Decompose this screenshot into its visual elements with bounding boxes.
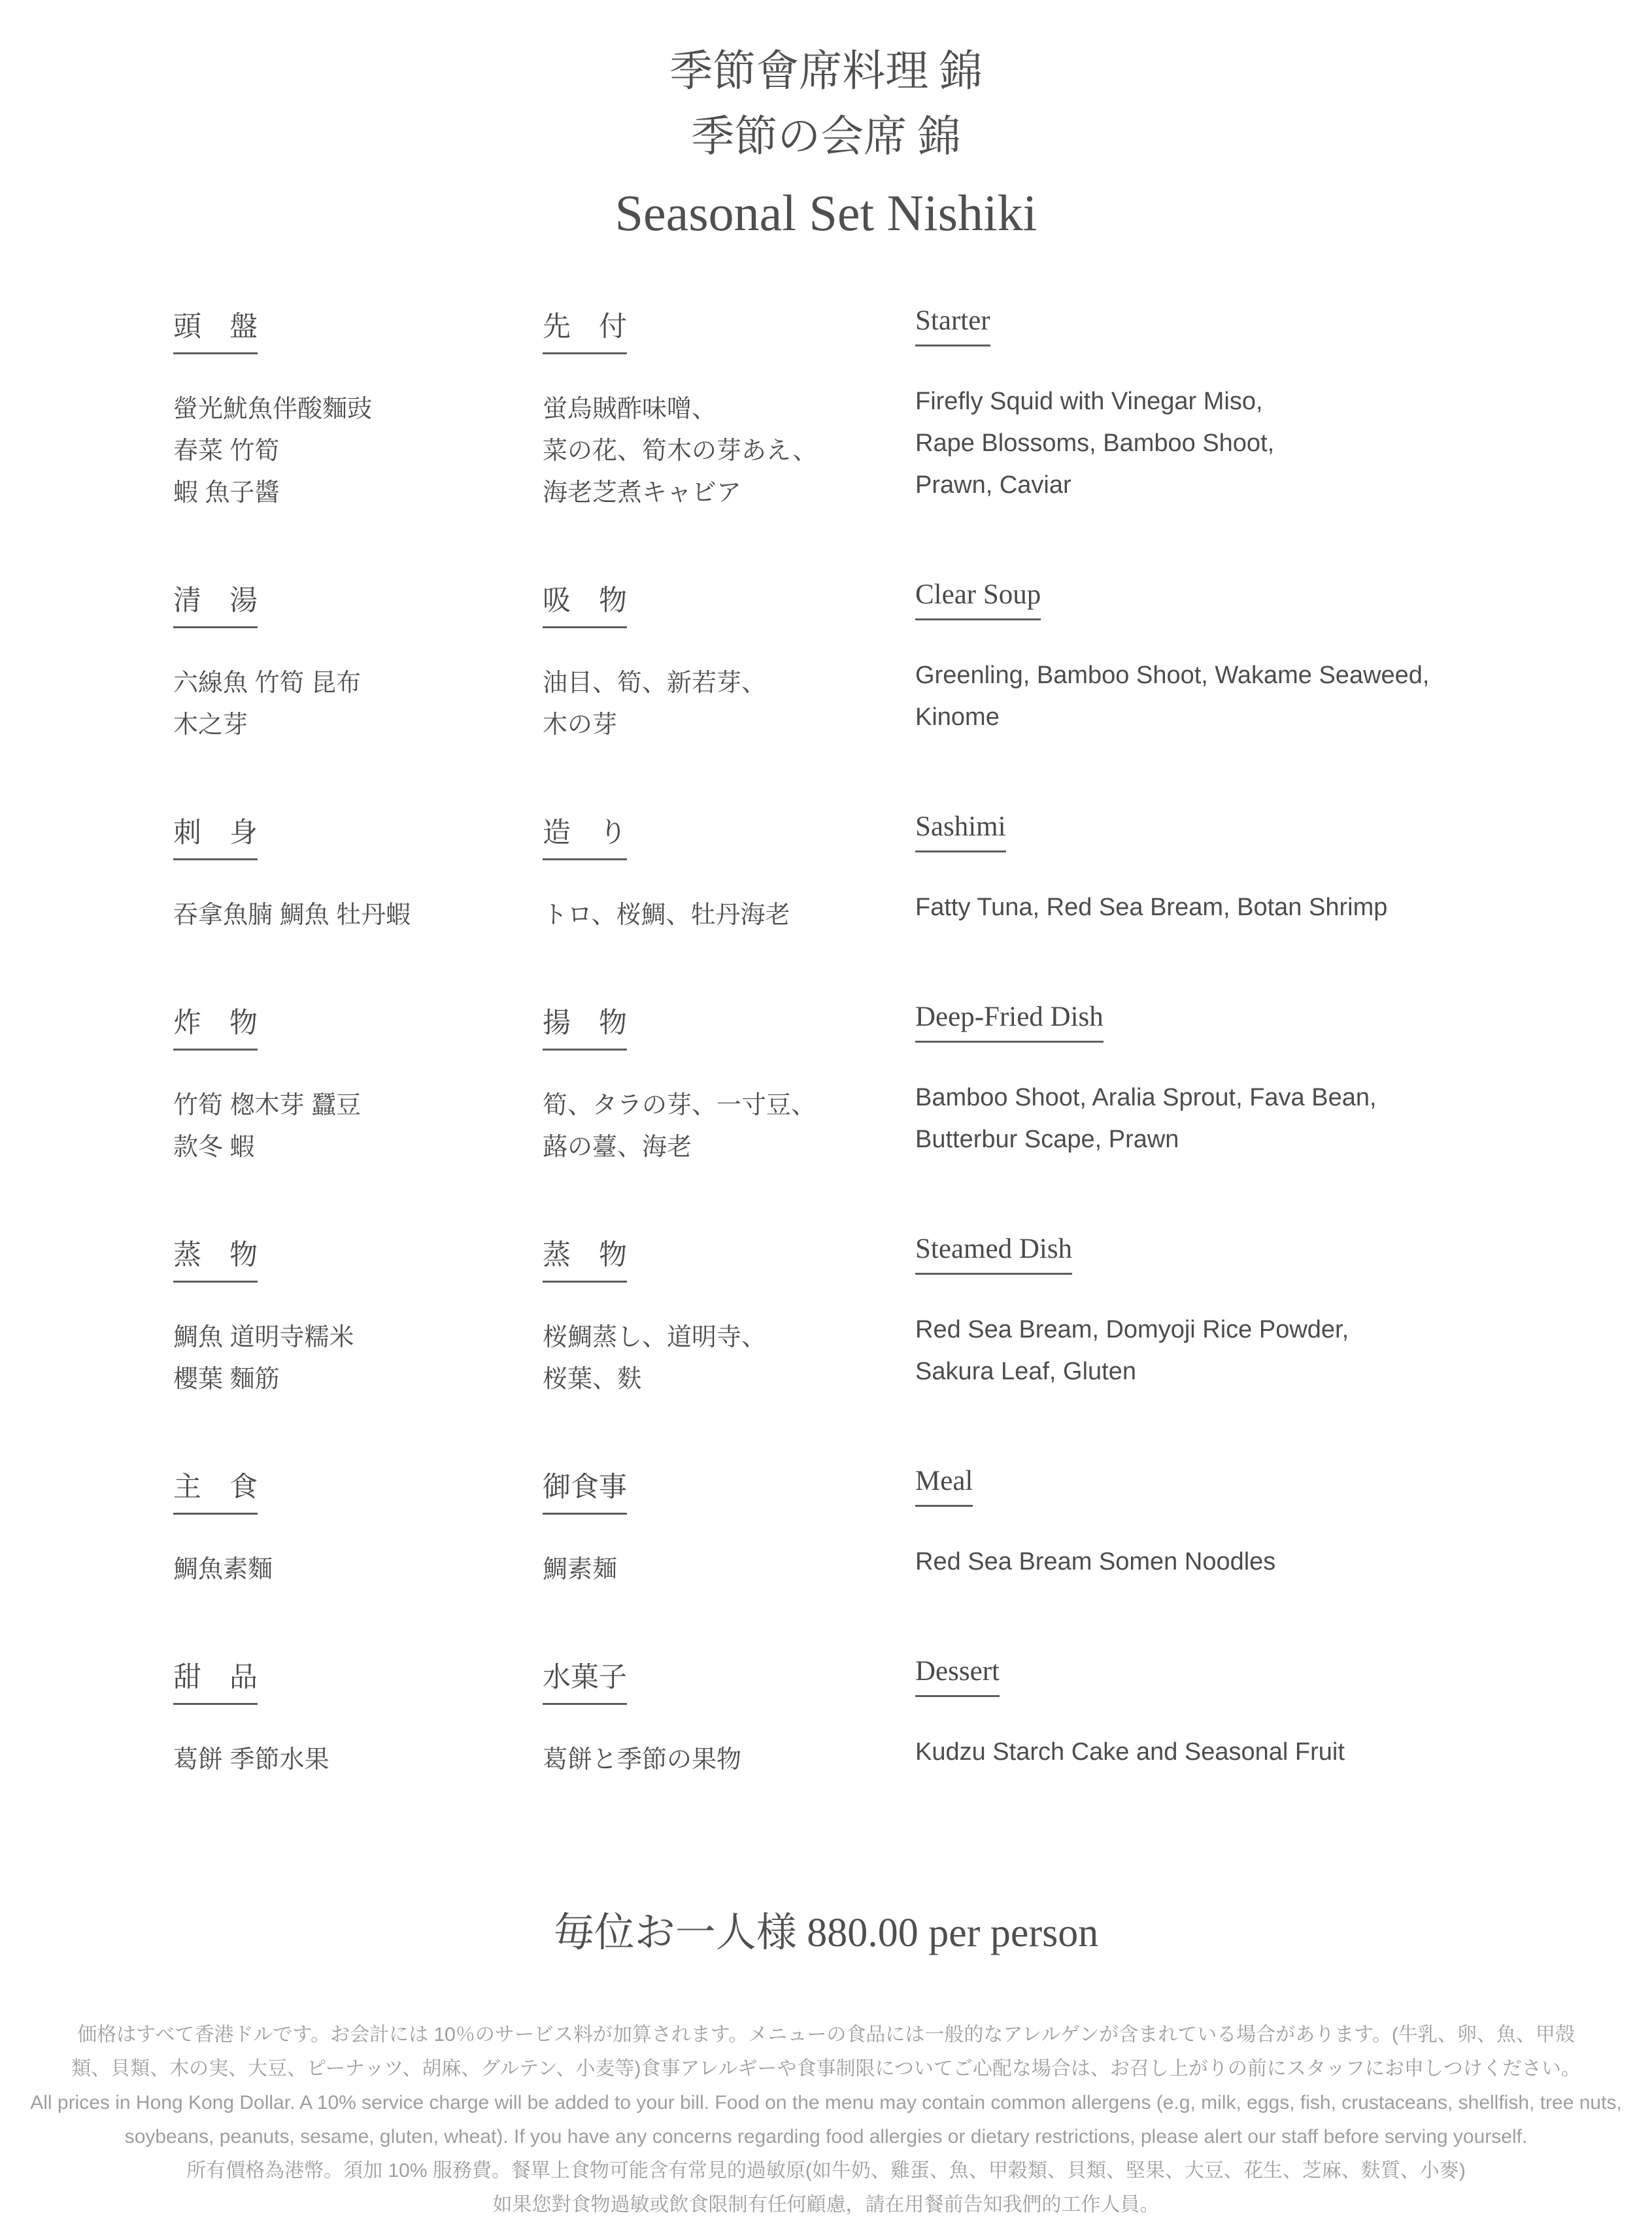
column-chinese xyxy=(173,579,543,746)
menu-item-line: 款冬 蝦 xyxy=(173,1134,255,1161)
column-japanese xyxy=(543,1233,915,1400)
column-english xyxy=(915,1233,1652,1400)
section-header-ja: 先 付 xyxy=(543,305,915,354)
section-header-zh: 蒸 物 xyxy=(173,1233,543,1283)
menu-item-line: Firefly Squid with Vinegar Miso, xyxy=(915,388,1263,415)
column-english xyxy=(915,1465,1652,1591)
menu-item-line: 海老芝煮キャビア xyxy=(543,479,742,507)
menu-section-clear-soup xyxy=(173,579,1652,746)
section-header-en: Clear Soup xyxy=(915,579,1652,620)
price-amount: 880.00 per person xyxy=(807,1911,1099,1955)
menu-title-japanese: 季節の会席 錦 xyxy=(691,113,961,161)
menu-item-line: 櫻葉 麵筋 xyxy=(173,1366,280,1393)
column-japanese xyxy=(543,811,915,936)
section-header-ja: 吸 物 xyxy=(543,579,915,628)
footer-disclaimer xyxy=(0,2018,1652,2222)
menu-item-line: Butterbur Scape, Prawn xyxy=(915,1126,1179,1153)
section-header-zh: 甜 品 xyxy=(173,1655,543,1705)
column-chinese xyxy=(173,1233,543,1400)
menu-item-line: 桜鯛蒸し、道明寺、 xyxy=(543,1324,767,1351)
menu-item-line: 蝦 魚子醬 xyxy=(173,479,280,507)
menu-section-dessert xyxy=(173,1655,1652,1781)
menu-body xyxy=(173,305,1652,1781)
menu-title-english: Seasonal Set Nishiki xyxy=(615,184,1037,241)
menu-item-line: 吞拿魚腩 鯛魚 牡丹蝦 xyxy=(173,901,411,929)
menu-section-meal xyxy=(173,1465,1652,1591)
menu-item-line: 木の芽 xyxy=(543,711,618,739)
footer-line-ja: 価格はすべて香港ドルです。お会計には 10％のサービス料が加算されます。メニューの食品には一般的なアレルゲンが含まれている場合があります。(牛乳、卵、魚、甲殻 xyxy=(77,2024,1575,2045)
menu-item-line: 竹筍 楤木芽 蠶豆 xyxy=(173,1092,362,1119)
menu-item-line: Greenling, Bamboo Shoot, Wakame Seaweed, xyxy=(915,662,1430,689)
menu-item-line: 蛍烏賊酢味噌、 xyxy=(543,396,717,423)
menu-item-line: トロ、桜鯛、牡丹海老 xyxy=(543,901,790,929)
menu-item-line: Red Sea Bream Somen Noodles xyxy=(915,1548,1276,1575)
column-english xyxy=(915,1655,1652,1781)
menu-item-line: 油目、筍、新若芽、 xyxy=(543,669,767,697)
menu-item-line: 葛餅 季節水果 xyxy=(173,1746,329,1774)
menu-section-starter xyxy=(173,305,1652,514)
column-chinese xyxy=(173,1465,543,1591)
section-header-en: Dessert xyxy=(915,1655,1652,1697)
menu-title-block xyxy=(0,0,1652,244)
menu-item-line: 菜の花、筍木の芽あえ、 xyxy=(543,437,818,465)
price-label-cjk: 毎位お一人様 xyxy=(553,1911,797,1955)
section-header-ja: 蒸 物 xyxy=(543,1233,915,1283)
section-header-ja: 御食事 xyxy=(543,1465,915,1515)
footer-line-ja: 類、貝類、木の実、大豆、ピーナッツ、胡麻、グルテン、小麦等)食事アレルギーや食事制限についてご心配な場合は、お召し上がりの前にスタッフにお申しつけください。 xyxy=(71,2058,1581,2079)
menu-item-line: 鯛素麺 xyxy=(543,1556,618,1583)
column-japanese xyxy=(543,579,915,746)
menu-section-steamed xyxy=(173,1233,1652,1400)
section-header-ja: 造 り xyxy=(543,811,915,860)
menu-item-line: Fatty Tuna, Red Sea Bream, Botan Shrimp xyxy=(915,894,1388,921)
menu-item-line: 鯛魚素麵 xyxy=(173,1556,273,1583)
menu-section-sashimi xyxy=(173,811,1652,936)
menu-item-line: 螢光魷魚伴酸麵豉 xyxy=(173,396,373,423)
column-japanese xyxy=(543,305,915,514)
column-english xyxy=(915,1001,1652,1168)
menu-item-line: Prawn, Caviar xyxy=(915,471,1071,499)
menu-item-line: 蕗の薹、海老 xyxy=(543,1134,692,1161)
menu-item-line: 六線魚 竹筍 昆布 xyxy=(173,669,362,697)
section-header-zh: 炸 物 xyxy=(173,1001,543,1051)
section-header-en: Sashimi xyxy=(915,811,1652,852)
footer-line-en: soybeans, peanuts, sesame, gluten, wheat). If you have any concerns regarding food allergies or dietary restrictions, please alert our staff before serving yourself. xyxy=(124,2126,1528,2147)
column-english xyxy=(915,579,1652,746)
column-japanese xyxy=(543,1001,915,1168)
footer-line-en: All prices in Hong Kong Dollar. A 10% service charge will be added to your bill. Food on the menu may contain common allergens (e.g, milk, eggs, fish, crustaceans, shellfish, tree nuts, xyxy=(30,2092,1622,2113)
price-line xyxy=(0,1900,1652,1958)
section-header-zh: 主 食 xyxy=(173,1465,543,1515)
menu-item-line: Red Sea Bream, Domyoji Rice Powder, xyxy=(915,1316,1349,1343)
menu-item-line: 筍、タラの芽、一寸豆、 xyxy=(543,1092,817,1119)
column-chinese xyxy=(173,1655,543,1781)
section-header-en: Meal xyxy=(915,1465,1652,1507)
menu-item-line: Sakura Leaf, Gluten xyxy=(915,1358,1136,1385)
menu-title-chinese: 季節會席料理 錦 xyxy=(669,48,983,95)
menu-item-line: Rape Blossoms, Bamboo Shoot, xyxy=(915,429,1275,457)
section-header-ja: 揚 物 xyxy=(543,1001,915,1051)
section-header-en: Starter xyxy=(915,305,1652,346)
menu-item-line: 木之芽 xyxy=(173,711,248,739)
menu-section-deep-fried xyxy=(173,1001,1652,1168)
section-header-zh: 頭 盤 xyxy=(173,305,543,354)
section-header-zh: 清 湯 xyxy=(173,579,543,628)
menu-item-line: 鯛魚 道明寺糯米 xyxy=(173,1324,354,1351)
column-chinese xyxy=(173,1001,543,1168)
menu-item-line: 桜葉、麩 xyxy=(543,1366,643,1393)
section-header-en: Deep-Fried Dish xyxy=(915,1001,1652,1043)
menu-item-line: Kinome xyxy=(915,703,1000,731)
column-japanese xyxy=(543,1655,915,1781)
column-japanese xyxy=(543,1465,915,1591)
column-chinese xyxy=(173,811,543,936)
column-chinese xyxy=(173,305,543,514)
section-header-en: Steamed Dish xyxy=(915,1233,1652,1275)
footer-line-zh: 所有價格為港幣。須加 10% 服務費。餐單上食物可能含有常見的過敏原(如牛奶、雞蛋、魚、甲穀類、貝類、堅果、大豆、花生、芝麻、麩質、小麥) xyxy=(186,2160,1466,2181)
column-english xyxy=(915,305,1652,514)
menu-item-line: Bamboo Shoot, Aralia Sprout, Fava Bean, xyxy=(915,1084,1377,1111)
column-english xyxy=(915,811,1652,936)
menu-item-line: Kudzu Starch Cake and Seasonal Fruit xyxy=(915,1738,1345,1766)
section-header-zh: 刺 身 xyxy=(173,811,543,860)
section-header-ja: 水菓子 xyxy=(543,1655,915,1705)
menu-item-line: 春菜 竹筍 xyxy=(173,437,280,465)
footer-line-zh: 如果您對食物過敏或飲食限制有任何顧慮，請在用餐前告知我們的工作人員。 xyxy=(492,2194,1160,2215)
menu-item-line: 葛餅と季節の果物 xyxy=(543,1746,742,1774)
